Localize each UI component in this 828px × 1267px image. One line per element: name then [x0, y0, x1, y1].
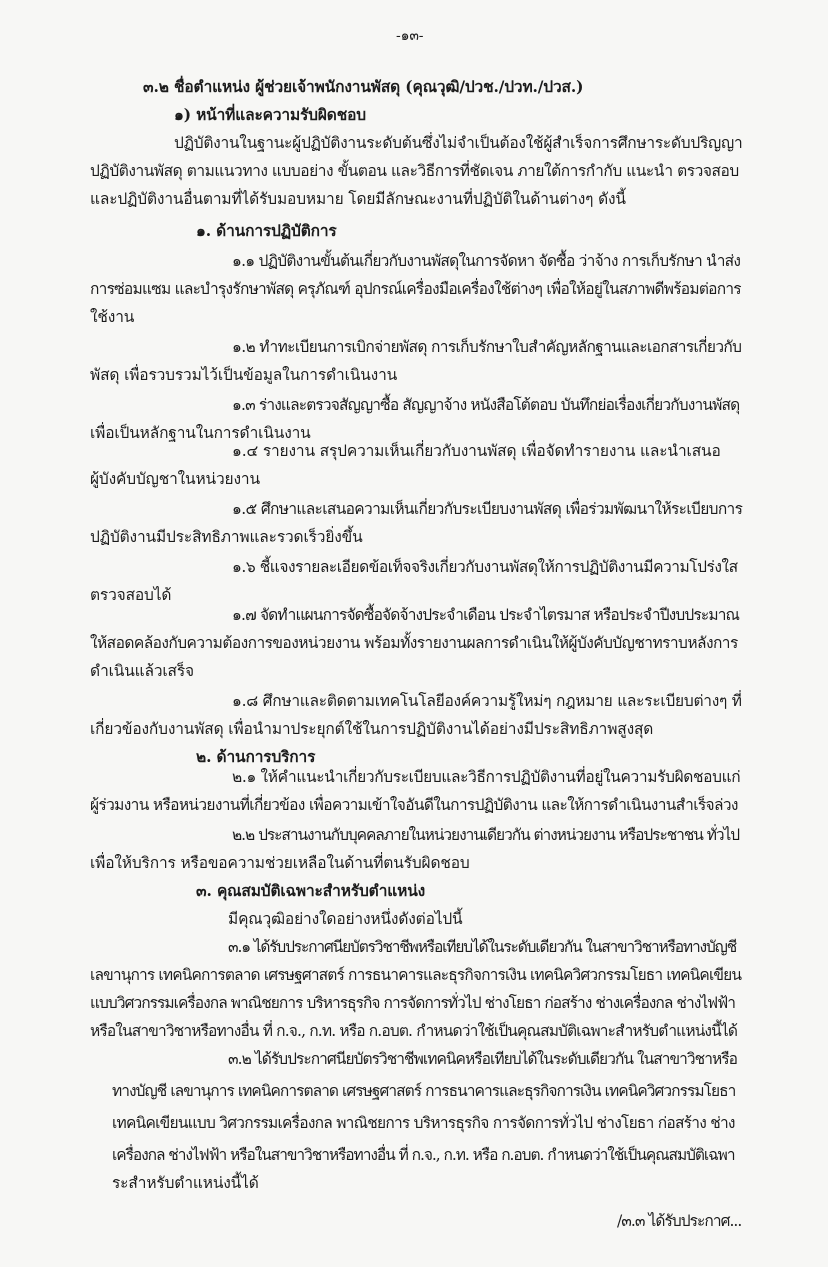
operations-item-line: ๑.๒ ทำทะเบียนการเบิกจ่ายพัสดุ การเก็บรักษาใบสำคัญหลักฐานและเอกสารเกี่ยวกับ [232, 338, 742, 356]
qualification-line: เครื่องกล ช่างไฟฟ้า หรือในสาขาวิชาหรือทางอื่น ที่ ก.จ., ก.ท. หรือ ก.อบต. กำหนดว่าใช้เป็นคุณสมบัติเฉพา [112, 1146, 735, 1164]
operations-item-line: ๑.๗ จัดทำแผนการจัดซื้อจัดจ้างประจำเดือน ประจำไตรมาส หรือประจำปีงบประมาณ [232, 606, 740, 624]
operations-item-line: พัสดุ เพื่อรวบรวมไว้เป็นข้อมูลในการดำเนินงาน [90, 366, 398, 384]
intro-line: ปฏิบัติงานในฐานะผู้ปฏิบัติงานระดับต้นซึ่งไม่จำเป็นต้องใช้ผู้สำเร็จการศึกษาระดับปริญญา [174, 134, 743, 152]
qualification-line: เทคนิคเขียนแบบ วิศวกรรมเครื่องกล พาณิชยการ บริหารธุรกิจ การจัดการทั่วไป ช่างโยธา ก่อสร้าง ช่าง [112, 1114, 735, 1132]
services-heading: ๒. ด้านการบริการ [196, 747, 316, 766]
services-item-line: ผู้ร่วมงาน หรือหน่วยงานที่เกี่ยวข้อง เพื่อความเข้าใจอันดีในการปฏิบัติงาน และให้การดำเนินงานสำเร็จล่วง [90, 796, 738, 814]
qualification-line: แบบวิศวกรรมเครื่องกล พาณิชยการ บริหารธุรกิจ การจัดการทั่วไป ช่างโยธา ก่อสร้าง ช่างเครื่องกล ช่างไฟฟ้า [90, 994, 735, 1012]
intro-line: และปฏิบัติงานอื่นตามที่ได้รับมอบหมาย โดยมีลักษณะงานที่ปฏิบัติในด้านต่างๆ ดังนี้ [90, 190, 626, 208]
operations-item-line: เกี่ยวข้องกับงานพัสดุ เพื่อนำมาประยุกต์ใช้ในการปฏิบัติงานได้อย่างมีประสิทธิภาพสูงสุด [90, 720, 654, 738]
qualification-line: หรือในสาขาวิชาหรือทางอื่น ที่ ก.จ., ก.ท. หรือ ก.อบต. กำหนดว่าใช้เป็นคุณสมบัติเฉพาะสำหรับตำแหน่งนี้ได้ [90, 1022, 738, 1040]
operations-item-line: ๑.๑ ปฏิบัติงานขั้นต้นเกี่ยวกับงานพัสดุในการจัดหา จัดซื้อ ว่าจ้าง การเก็บรักษา นำส่ง [232, 252, 741, 270]
operations-item-line: เพื่อเป็นหลักฐานในการดำเนินงาน [90, 424, 311, 442]
operations-item-line: ๑.๖ ชี้แจงรายละเอียดข้อเท็จจริงเกี่ยวกับงานพัสดุให้การปฏิบัติงานมีความโปร่งใส [232, 558, 738, 576]
qualification-line: ทางบัญชี เลขานุการ เทคนิคการตลาด เศรษฐศาสตร์ การธนาคารและธุรกิจการเงิน เทคนิควิศวกรรมโยธา [112, 1082, 736, 1100]
continuation-note: /๓.๓ ได้รับประกาศ... [617, 1212, 742, 1230]
page-number: -๑๓- [396, 28, 424, 44]
intro-line: ปฏิบัติงานพัสดุ ตามแนวทาง แบบอย่าง ขั้นตอน และวิธีการที่ชัดเจน ภายใต้การกำกับ แนะนำ ตรวจสอบ [90, 162, 739, 180]
operations-item-line: การซ่อมแซม และบำรุงรักษาพัสดุ ครุภัณฑ์ อุปกรณ์เครื่องมือเครื่องใช้ต่างๆ เพื่อให้อยู่ในสภาพดีพร้อมต่อการ [90, 280, 741, 298]
services-item-line: ๒.๑ ให้คำแนะนำเกี่ยวกับระเบียบและวิธีการปฏิบัติงานที่อยู่ในความรับผิดชอบแก่ [232, 768, 741, 786]
operations-item-line: ตรวจสอบได้ [90, 586, 172, 604]
operations-item-line: ๑.๘ ศึกษาและติดตามเทคโนโลยีองค์ความรู้ใหม่ๆ กฎหมาย และระเบียบต่างๆ ที่ [232, 692, 742, 710]
qualifications-heading: ๓. คุณสมบัติเฉพาะสำหรับตำแหน่ง [196, 881, 426, 900]
operations-heading: ๑. ด้านการปฏิบัติการ [196, 221, 337, 240]
operations-item-line: ให้สอดคล้องกับความต้องการของหน่วยงาน พร้อมทั้งรายงานผลการดำเนินให้ผู้บังคับบัญชาทราบหลังการ [90, 634, 738, 652]
operations-item-line: ๑.๔ รายงาน สรุปความเห็นเกี่ยวกับงานพัสดุ เพื่อจัดทำรายงาน และนำเสนอ [232, 442, 721, 460]
operations-item-line: ใช้งาน [90, 308, 135, 326]
qualification-line: ๓.๒ ได้รับประกาศนียบัตรวิชาชีพเทคนิคหรือเทียบได้ในระดับเดียวกัน ในสาขาวิชาหรือ [228, 1050, 738, 1068]
services-item-line: เพื่อให้บริการ หรือขอความช่วยเหลือในด้านที่ตนรับผิดชอบ [90, 854, 470, 872]
qualifications-intro: มีคุณวุฒิอย่างใดอย่างหนึ่งดังต่อไปนี้ [228, 910, 463, 928]
position-title: ๓.๒ ชื่อตำแหน่ง ผู้ช่วยเจ้าพนักงานพัสดุ (คุณวุฒิ/ปวช./ปวท./ปวส.) [143, 77, 584, 96]
operations-item-line: ๑.๓ ร่างและตรวจสัญญาซื้อ สัญญาจ้าง หนังสือโต้ตอบ บันทึกย่อเรื่องเกี่ยวกับงานพัสดุ [232, 396, 740, 414]
qualification-line: เลขานุการ เทคนิคการตลาด เศรษฐศาสตร์ การธนาคารและธุรกิจการเงิน เทคนิควิศวกรรมโยธา เทคนิคเขียน [90, 966, 742, 984]
qualification-line: ๓.๑ ได้รับประกาศนียบัตรวิชาชีพหรือเทียบได้ในระดับเดียวกัน ในสาขาวิชาหรือทางบัญชี [228, 938, 737, 956]
operations-item-line: ๑.๕ ศึกษาและเสนอความเห็นเกี่ยวกับระเบียบงานพัสดุ เพื่อร่วมพัฒนาให้ระเบียบการ [232, 500, 743, 518]
duties-heading: ๑) หน้าที่และความรับผิดชอบ [174, 105, 366, 124]
operations-item-line: ดำเนินแล้วเสร็จ [90, 662, 194, 680]
qualification-line: ระสำหรับตำแหน่งนี้ได้ [112, 1174, 259, 1192]
operations-item-line: ผู้บังคับบัญชาในหน่วยงาน [90, 470, 260, 488]
services-item-line: ๒.๒ ประสานงานกับบุคคลภายในหน่วยงานเดียวกัน ต่างหน่วยงาน หรือประชาชน ทั่วไป [232, 826, 740, 844]
operations-item-line: ปฏิบัติงานมีประสิทธิภาพและรวดเร็วยิ่งขึ้น [90, 528, 363, 546]
